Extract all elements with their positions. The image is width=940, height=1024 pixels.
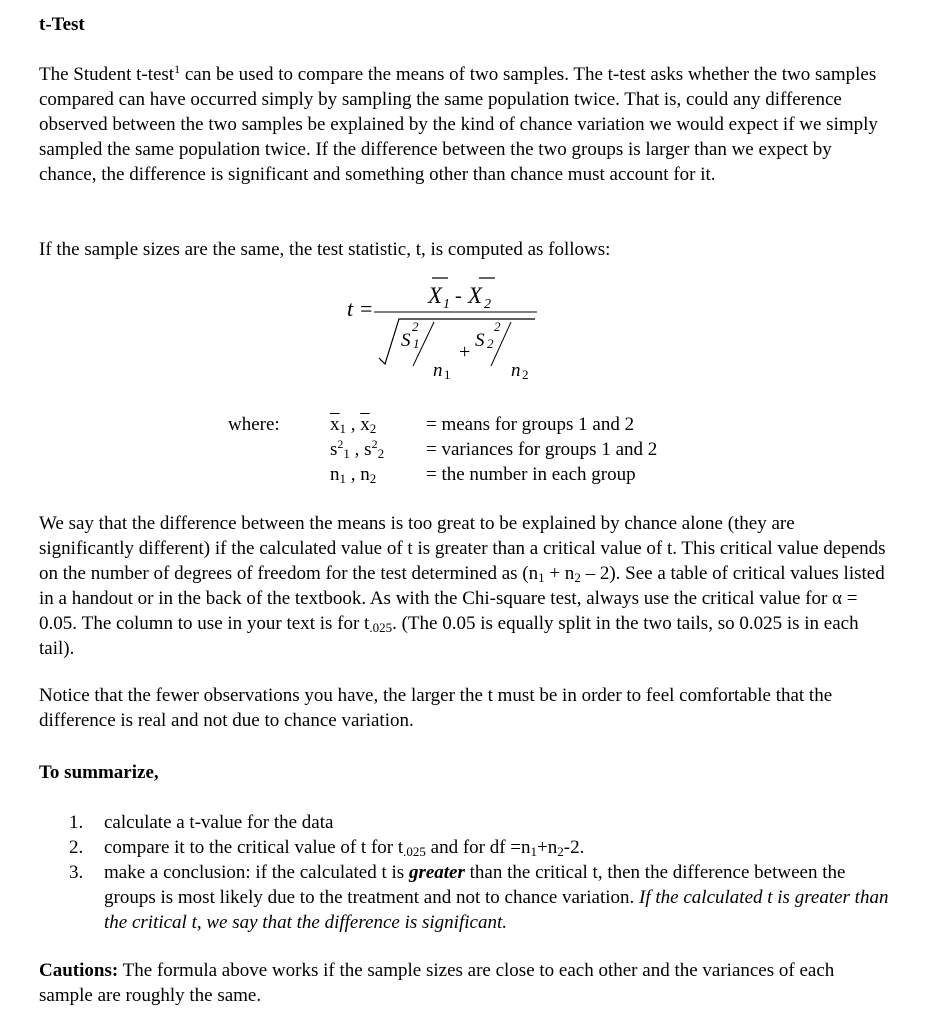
numerator-x2-sub: 2	[484, 297, 491, 312]
formula-intro: If the sample sizes are the same, the test statistic, t, is computed as follows:	[39, 239, 611, 260]
n1-sub: 1	[444, 367, 451, 382]
significance-note: If the calculated t is greater than the critical t, we say that the difference is significant.	[104, 887, 889, 933]
footnote-ref: 1	[174, 62, 181, 76]
numerator-x1-sub: 1	[443, 297, 450, 312]
counts-symbols: $n_1$ , $n_2$	[330, 464, 377, 486]
numerator-minus: -	[455, 285, 462, 307]
n2-sub: 2	[522, 367, 529, 382]
numerator-x2: X	[468, 283, 483, 308]
s1-symbol: S	[401, 330, 411, 351]
step-text: calculate a t-value for the data	[104, 812, 334, 833]
step-item	[69, 860, 899, 935]
formula-graphic	[309, 258, 569, 388]
s2-symbol: S	[475, 330, 485, 351]
s2-sub: 2	[487, 336, 494, 351]
means-meaning: = means for groups 1 and 2	[426, 414, 635, 435]
variances-symbols: $s^2_1$ , $s^2_2$	[330, 437, 385, 461]
step-number: 2.	[69, 837, 84, 858]
s1-sup: 2	[412, 319, 419, 334]
critical-value-paragraph: We say that the difference between the means is too great to be explained by chance alone (they are significantly different) if the calculated value of t is greater than a critical value of t. This critical value depends on the number of degrees of freedom for the test determined as $(n_1 + n_2 - 2)$. See a table of critical values listed in a handout or in the back of the textbook. As with the Chi-square test, always use the critical value for α = 0.05. The column to use in your text is for $t_{.025}$. (The 0.05 is equally split in the two tails, so 0.025 is in each tail).	[39, 513, 886, 659]
intro-text-a: The Student t-test	[39, 64, 175, 85]
plus-sign: +	[459, 341, 471, 363]
step-item	[69, 810, 899, 835]
definitions-list	[330, 412, 830, 487]
emphasis-greater: greater	[408, 862, 465, 883]
variances-meaning: = variances for groups 1 and 2	[426, 439, 658, 460]
step-text: compare it to the critical value of t for $t_{.025}$ and for df $=n_1+n_2-2$.	[104, 837, 585, 859]
s1-sub: 1	[413, 336, 420, 351]
where-label: where:	[228, 414, 280, 435]
definition-row-variances	[330, 437, 830, 462]
summary-heading: To summarize,	[39, 762, 159, 783]
n1-symbol: n	[433, 360, 443, 381]
definition-row-counts	[330, 462, 830, 487]
n2-symbol: n	[511, 360, 521, 381]
definition-row-means	[330, 412, 830, 437]
means-symbols: $\overline{x}_1$ , $\overline{x}_2$	[330, 414, 377, 436]
cautions-paragraph	[39, 958, 889, 1008]
cautions-text: The formula above works if the sample sizes are close to each other and the variances of each sample are roughly the same.	[39, 960, 835, 1006]
step-text: make a conclusion: if the calculated t is greater than the critical t, then the difference between the groups is most likely due to the treatment and not to chance variation. If the calculated t is greater than the critical t, we say that the difference is significant.	[104, 862, 889, 933]
numerator-x1: X	[428, 283, 443, 308]
summary-steps	[69, 810, 899, 935]
formula-lhs: t =	[347, 296, 374, 321]
step-number: 3.	[69, 862, 84, 883]
s2-sup: 2	[494, 319, 501, 334]
observations-paragraph: Notice that the fewer observations you have, the larger the t must be in order to feel comfortable that the difference is real and not due to chance variation.	[39, 685, 833, 731]
step-number: 1.	[69, 812, 84, 833]
intro-paragraph	[39, 62, 889, 187]
t-test-formula	[309, 258, 569, 388]
cautions-label: Cautions:	[39, 960, 119, 981]
intro-text-b: can be used to compare the means of two samples. The t-test asks whether the two samples compared can have occurred simply by sampling the same population twice. That is, could any difference observed between the two samples be explained by the kind of chance variation we would expect if we simply sampled the same population twice. If the difference between the two groups is larger than we expect by chance, the difference is significant and something other than chance must account for it.	[39, 64, 878, 185]
counts-meaning: = the number in each group	[426, 464, 636, 485]
step-item	[69, 835, 899, 860]
page-title: t-Test	[39, 14, 85, 35]
